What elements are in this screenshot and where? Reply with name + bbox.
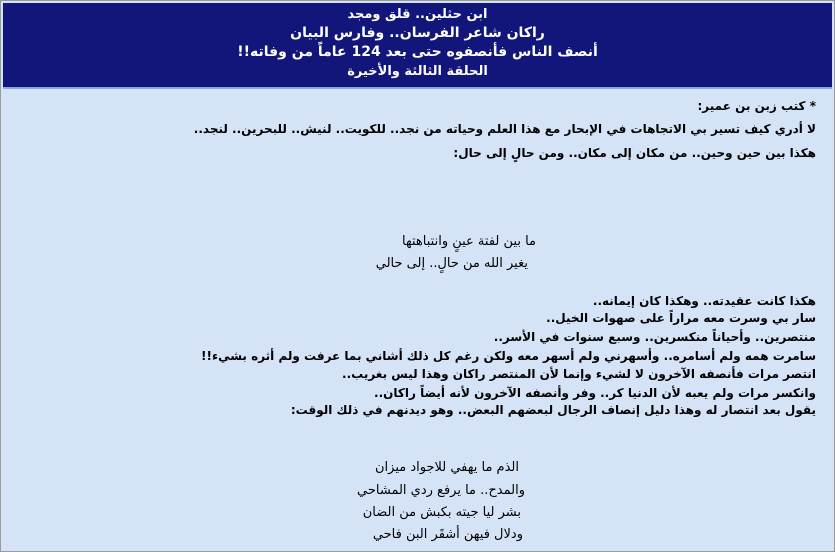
verse-line: والمدح.. ما يرفع ردي المشاحي (357, 483, 525, 498)
verse-line: بشر ليا جيته بكبش من الضان (362, 505, 521, 520)
article-paragraph: هكذا بين حين وحين.. من مكان إلى مكان.. ومن حالٍ إلى حال: (453, 146, 816, 160)
verse-line: الذم ما يهفي للاجواد ميزان (374, 460, 519, 475)
article-line: سار بي وسرت معه مراراً على صهوات الخيل.. (546, 311, 816, 325)
article-body (3, 90, 832, 550)
article-line: سامرت همه ولم أسامره.. وأسهرني ولم أسهر معه ولكن رغم كل ذلك أشاني بما عرفت ولم أثره بشيء!! (201, 349, 816, 363)
article-paragraph: لا أدري كيف تسير بي الاتجاهات في الإبحار مع هذا العلم وحياته من نجد.. للكويت.. لنيش.. للبحرين.. لنجد.. (193, 122, 816, 136)
article-line: هكذا كانت عقيدته.. وهكذا كان إيمانه.. (592, 294, 816, 308)
article-header (3, 3, 832, 87)
header-kicker: ابن حثلين.. قلق ومجد (347, 7, 488, 22)
header-subheadline: أنصف الناس فأنصفوه حتى بعد 124 عاماً من وفاته!! (237, 44, 598, 60)
header-divider (3, 87, 832, 89)
header-headline: راكان شاعر الفرسان.. وفارس البيان (290, 25, 545, 41)
article-byline: * كتب زبن بن عمير: (697, 99, 816, 113)
verse-line: يغير الله من حالٍ.. إلى حالي (375, 256, 528, 271)
verse-line: ما بين لفتة عينٍ وانتباهتها (402, 234, 536, 249)
header-episode: الحلقة الثالثة والأخيرة (347, 64, 488, 79)
article-line: يقول بعد انتصار له وهذا دليل إنصاف الرجال لبعضهم البعض.. وهو ديدنهم في ذلك الوقت: (290, 403, 816, 417)
article-line: منتصرين.. وأحياناً منكسرين.. وسبع سنوات في الأسر.. (493, 330, 816, 344)
verse-line: ودلال فيهن أشقَر البن فاحي (372, 527, 523, 542)
article-line: وانكسر مرات ولم يعبه لأن الدنيا كر.. وفر وأنصفه الآخرون لأنه أيضاً راكان.. (374, 386, 816, 400)
article-line: انتصر مرات فأنصفه الآخرون لا لشيء وإنما لأن المنتصر راكان وهذا ليس بغريب.. (342, 367, 816, 381)
